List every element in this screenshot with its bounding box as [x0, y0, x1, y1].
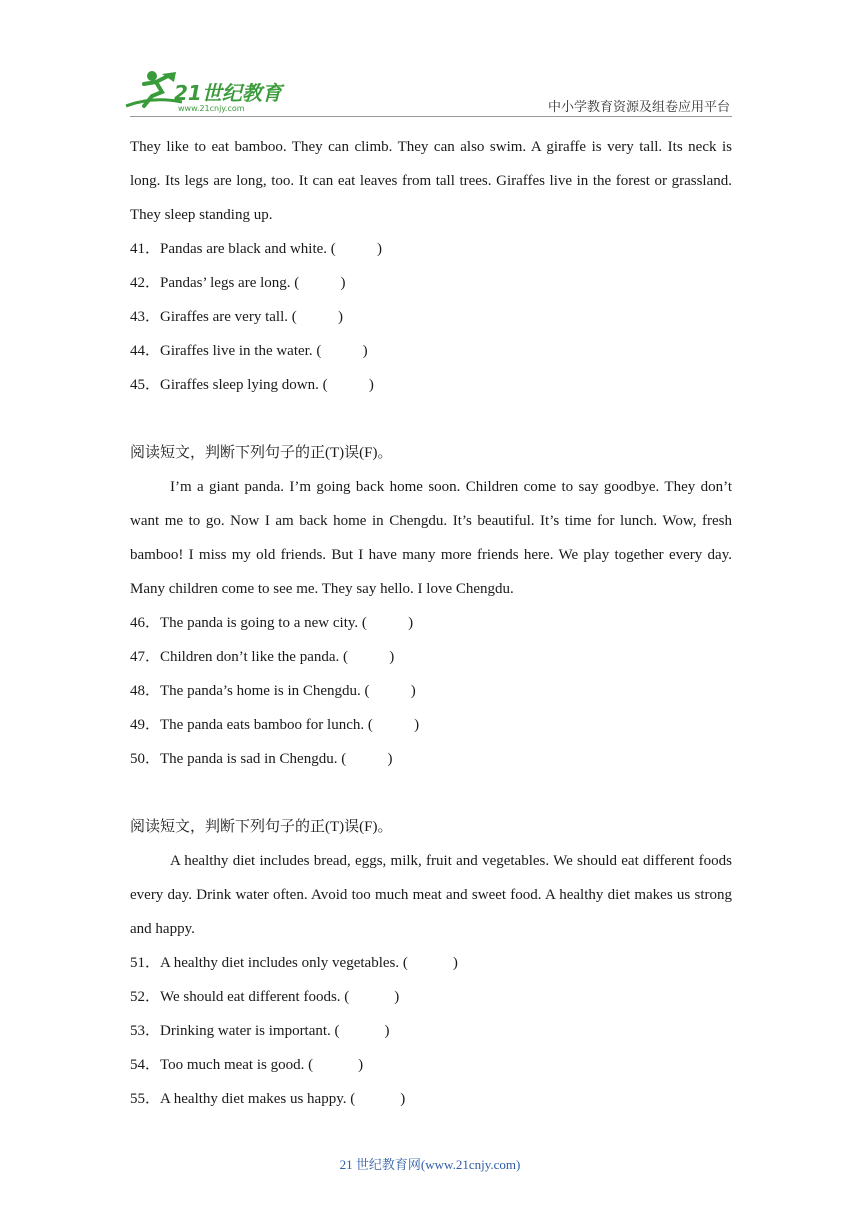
question-50: 50．The panda is sad in Chengdu. ( ) [130, 751, 393, 767]
question-55: 55．A healthy diet makes us happy. ( ) [130, 1091, 406, 1107]
question-44: 44．Giraffes live in the water. ( ) [130, 343, 368, 359]
question-51: 51．A healthy diet includes only vegetables. ( ) [130, 955, 458, 971]
spacer [130, 402, 732, 436]
question-54: 54．Too much meat is good. ( ) [130, 1057, 364, 1073]
platform-title: 中小学教育资源及组卷应用平台 [547, 100, 730, 115]
question-41: 41．Pandas are black and white. ( ) [130, 241, 383, 257]
page-footer: 21 世纪教育网(www.21cnjy.com) [339, 1157, 521, 1172]
logo-url: www.21cnjy.com [178, 104, 245, 113]
question-52: 52．We should eat different foods. ( ) [130, 989, 400, 1005]
question-43: 43．Giraffes are very tall. ( ) [130, 309, 343, 325]
question-49: 49．The panda eats bamboo for lunch. ( ) [130, 717, 420, 733]
question-45: 45．Giraffes sleep lying down. ( ) [130, 377, 374, 393]
passage-1: They like to eat bamboo. They can climb. They can also swim. A giraffe is very tall. Its neck is long. Its legs are long, too. It can eat leaves from tall trees. Giraffes live in the forest or grassland. They sleep standing up. [130, 139, 732, 223]
document-body [130, 130, 732, 1116]
question-46: 46．The panda is going to a new city. ( ) [130, 615, 414, 631]
spacer [130, 776, 732, 810]
question-42: 42．Pandas’ legs are long. ( ) [130, 275, 346, 291]
passage-3: A healthy diet includes bread, eggs, milk, fruit and vegetables. We should eat different foods every day. Drink water often. Avoid too much meat and sweet food. A healthy diet makes us strong and happy. [130, 853, 732, 937]
passage-2: I’m a giant panda. I’m going back home soon. Children come to say goodbye. They don’t want me to go. Now I am back home in Chengdu. It’s beautiful. It’s time for lunch. Wow, fresh bamboo! I miss my old friends. But I have many more friends here. We play together every day. Many children come to see me. They say hello. I love Chengdu. [130, 479, 732, 597]
logo [122, 66, 292, 116]
logo-text: 21世纪教育 [174, 81, 282, 105]
page-header [0, 0, 860, 120]
question-47: 47．Children don’t like the panda. ( ) [130, 649, 395, 665]
instruction-2: 阅读短文，判断下列句子的正(T)误(F)。 [130, 445, 393, 461]
header-divider [130, 116, 732, 117]
question-48: 48．The panda’s home is in Chengdu. ( ) [130, 683, 416, 699]
question-53: 53．Drinking water is important. ( ) [130, 1023, 390, 1039]
instruction-3: 阅读短文，判断下列句子的正(T)误(F)。 [130, 819, 393, 835]
